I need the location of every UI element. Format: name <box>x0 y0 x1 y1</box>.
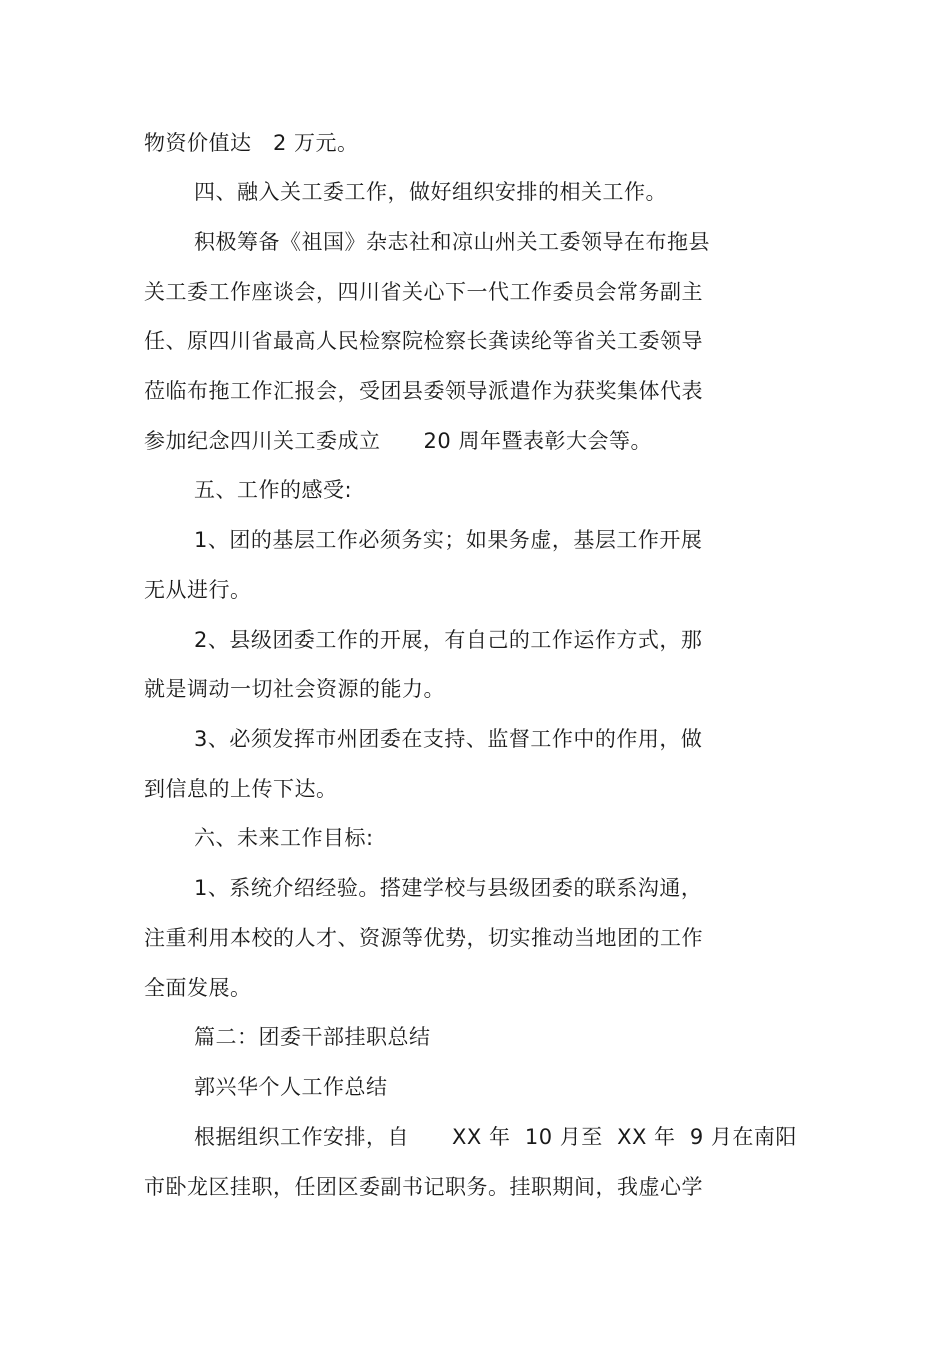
article-subtitle: 郭兴华个人工作总结 <box>194 1075 388 1099</box>
section-heading: 六、未来工作目标: <box>194 826 374 850</box>
section-heading: 四、融入关工委工作，做好组织安排的相关工作。 <box>194 180 667 204</box>
section-heading: 五、工作的感受: <box>194 478 353 502</box>
text-line: 就是调动一切社会资源的能力。 <box>144 677 445 701</box>
text-line: 3、必须发挥市州团委在支持、监督工作中的作用，做 <box>194 727 703 751</box>
text-line: 根据组织工作安排，自 XX 年 10 月至 XX 年 9 月在南阳 <box>194 1125 797 1149</box>
text-line: 任、原四川省最高人民检察院检察长龚读纶等省关工委领导 <box>144 329 703 353</box>
text-line: 莅临布拖工作汇报会，受团县委领导派遣作为获奖集体代表 <box>144 379 703 403</box>
text-line: 全面发展。 <box>144 976 252 1000</box>
text-line: 1、团的基层工作必须务实；如果务虚，基层工作开展 <box>194 528 703 552</box>
text-line: 物资价值达 2 万元。 <box>144 131 359 155</box>
text-line: 关工委工作座谈会，四川省关心下一代工作委员会常务副主 <box>144 280 703 304</box>
text-line: 市卧龙区挂职，任团区委副书记职务。挂职期间，我虚心学 <box>144 1175 703 1199</box>
article-title: 篇二：团委干部挂职总结 <box>194 1025 431 1049</box>
text-line: 2、县级团委工作的开展，有自己的工作运作方式，那 <box>194 628 703 652</box>
text-line: 无从进行。 <box>144 578 252 602</box>
text-line: 到信息的上传下达。 <box>144 777 338 801</box>
text-line: 积极筹备《祖国》杂志社和凉山州关工委领导在布拖县 <box>194 230 710 254</box>
text-line: 参加纪念四川关工委成立 20 周年暨表彰大会等。 <box>144 429 652 453</box>
text-line: 注重利用本校的人才、资源等优势，切实推动当地团的工作 <box>144 926 703 950</box>
text-line: 1、系统介绍经验。搭建学校与县级团委的联系沟通， <box>194 876 703 900</box>
